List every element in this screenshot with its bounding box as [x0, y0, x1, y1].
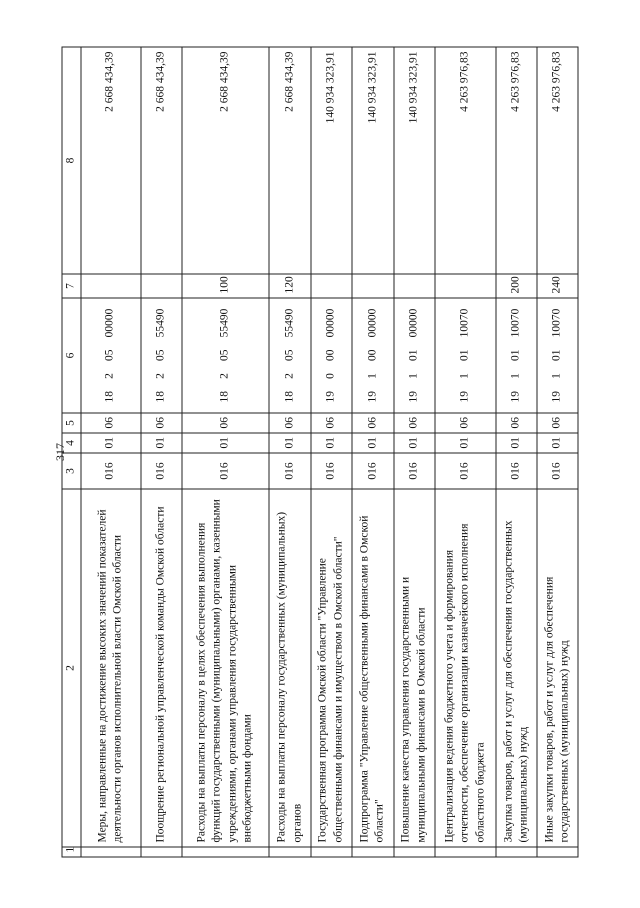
target-article-part: 05: [283, 348, 296, 361]
target-article-cell: [352, 298, 394, 413]
row-name-cell: Государственная программа Омской области "Управление общественными финансами и имуществом в Омской области": [311, 489, 352, 847]
section-code-cell: 01: [269, 433, 311, 453]
target-article-part: 0: [324, 372, 337, 379]
row-name-cell: Повышение качества управления государственными и муниципальными финансами в Омской области: [394, 489, 435, 847]
table-row: [435, 47, 496, 857]
ved-code-cell: 016: [537, 453, 578, 489]
ved-code-cell: 016: [141, 453, 182, 489]
amount-cell: 2 668 434,39: [141, 47, 182, 274]
subsection-code-cell: 06: [352, 413, 394, 433]
row-name-cell: Централизация ведения бюджетного учета и формирования отчетности, обеспечение организации казначейского исполнения областного бюджета: [435, 489, 496, 847]
subsection-code-cell: 06: [537, 413, 578, 433]
amount-cell: 2 668 434,39: [81, 47, 141, 274]
col-header-8: 8: [62, 47, 81, 274]
target-article-part: 05: [154, 348, 167, 361]
table-row: [311, 47, 352, 857]
target-article-part: 2: [283, 372, 296, 379]
subsection-code-cell: 06: [182, 413, 269, 433]
ved-code-cell: 016: [394, 453, 435, 489]
target-article-part: 18: [154, 390, 167, 402]
rotated-page: [62, 47, 579, 857]
target-article-part: 00000: [324, 308, 337, 337]
target-article-part: 1: [366, 372, 379, 379]
subsection-code-cell: 06: [81, 413, 141, 433]
expense-type-cell: [394, 274, 435, 298]
target-article-cell: [269, 298, 311, 413]
section-code-cell: 01: [435, 433, 496, 453]
section-code-cell: 01: [182, 433, 269, 453]
ved-code-cell: 016: [269, 453, 311, 489]
row-index-cell: [496, 847, 537, 857]
section-code-cell: 01: [496, 433, 537, 453]
target-article-part: 55490: [218, 308, 231, 337]
target-article-code: [218, 302, 234, 408]
col-header-6: 6: [62, 298, 81, 413]
target-article-code: [324, 302, 340, 408]
ved-code-cell: 016: [81, 453, 141, 489]
ved-code-cell: 016: [311, 453, 352, 489]
target-article-part: 10070: [458, 308, 471, 337]
budget-table: [62, 46, 579, 857]
target-article-code: [509, 302, 525, 408]
section-code-cell: 01: [141, 433, 182, 453]
row-index-cell: [141, 847, 182, 857]
expense-type-cell: [352, 274, 394, 298]
target-article-cell: [81, 298, 141, 413]
target-article-part: 1: [407, 372, 420, 379]
table-row: [269, 47, 311, 857]
target-article-part: 05: [218, 348, 231, 361]
target-article-cell: [182, 298, 269, 413]
expense-type-cell: [435, 274, 496, 298]
row-index-cell: [537, 847, 578, 857]
expense-type-cell: 200: [496, 274, 537, 298]
table-row: [496, 47, 537, 857]
target-article-cell: [496, 298, 537, 413]
target-article-part: 1: [509, 372, 522, 379]
table-row: [394, 47, 435, 857]
target-article-cell: [311, 298, 352, 413]
target-article-part: 2: [218, 372, 231, 379]
target-article-part: 18: [218, 390, 231, 402]
target-article-code: [103, 302, 119, 408]
target-article-code: [407, 302, 423, 408]
amount-cell: 140 934 323,91: [311, 47, 352, 274]
expense-type-cell: [311, 274, 352, 298]
target-article-part: 2: [154, 372, 167, 379]
row-index-cell: [311, 847, 352, 857]
amount-cell: 4 263 976,83: [435, 47, 496, 274]
ved-code-cell: 016: [182, 453, 269, 489]
subsection-code-cell: 06: [141, 413, 182, 433]
section-code-cell: 01: [311, 433, 352, 453]
row-index-cell: [269, 847, 311, 857]
target-article-cell: [141, 298, 182, 413]
target-article-part: 19: [407, 390, 420, 402]
expense-type-cell: [141, 274, 182, 298]
target-article-code: [458, 302, 474, 408]
amount-cell: 2 668 434,39: [269, 47, 311, 274]
target-article-code: [365, 302, 381, 408]
table-body: [81, 47, 579, 857]
expense-type-cell: 120: [269, 274, 311, 298]
col-header-1: 1: [62, 847, 81, 857]
target-article-part: 01: [407, 348, 420, 361]
amount-cell: 140 934 323,91: [352, 47, 394, 274]
subsection-code-cell: 06: [435, 413, 496, 433]
ved-code-cell: 016: [435, 453, 496, 489]
section-code-cell: 01: [81, 433, 141, 453]
table-row: [182, 47, 269, 857]
target-article-part: 01: [458, 348, 471, 361]
target-article-part: 19: [366, 390, 379, 402]
row-name-cell: Расходы на выплаты персоналу в целях обеспечения выполнения функций государственными (муниципальными) органами, казенными учреждениями, органами управления государственными внебюджетными фондами: [182, 489, 269, 847]
table-row: [141, 47, 182, 857]
target-article-part: 00: [366, 348, 379, 361]
table-row: [537, 47, 578, 857]
expense-type-cell: 240: [537, 274, 578, 298]
target-article-part: 18: [103, 390, 116, 402]
row-index-cell: [182, 847, 269, 857]
target-article-part: 00: [324, 348, 337, 361]
target-article-part: 00000: [366, 308, 379, 337]
target-article-part: 00000: [407, 308, 420, 337]
section-code-cell: 01: [352, 433, 394, 453]
row-name-cell: Подпрограмма "Управление общественными финансами в Омской области": [352, 489, 394, 847]
col-header-5: 5: [62, 413, 81, 433]
target-article-part: 19: [458, 390, 471, 402]
target-article-part: 19: [509, 390, 522, 402]
subsection-code-cell: 06: [311, 413, 352, 433]
row-name-cell: Иные закупки товаров, работ и услуг для обеспечения государственных (муниципальных) нужд: [537, 489, 578, 847]
table-row: [81, 47, 141, 857]
target-article-code: [153, 302, 169, 408]
subsection-code-cell: 06: [496, 413, 537, 433]
row-index-cell: [394, 847, 435, 857]
section-code-cell: 01: [394, 433, 435, 453]
amount-cell: 4 263 976,83: [537, 47, 578, 274]
subsection-code-cell: 06: [269, 413, 311, 433]
expense-type-cell: 100: [182, 274, 269, 298]
row-index-cell: [435, 847, 496, 857]
page-number: 317: [53, 443, 67, 461]
target-article-part: 01: [509, 348, 522, 361]
amount-cell: 140 934 323,91: [394, 47, 435, 274]
header-row: [62, 47, 81, 857]
target-article-cell: [537, 298, 578, 413]
col-header-7: 7: [62, 274, 81, 298]
target-article-code: [282, 302, 298, 408]
subsection-code-cell: 06: [394, 413, 435, 433]
target-article-part: 00000: [103, 308, 116, 337]
target-article-part: 1: [550, 372, 563, 379]
amount-cell: 4 263 976,83: [496, 47, 537, 274]
target-article-code: [550, 302, 566, 408]
amount-cell: 2 668 434,39: [182, 47, 269, 274]
target-article-part: 2: [103, 372, 116, 379]
target-article-part: 19: [550, 390, 563, 402]
row-name-cell: Расходы на выплаты персоналу государственных (муниципальных) органов: [269, 489, 311, 847]
target-article-part: 10070: [509, 308, 522, 337]
row-index-cell: [352, 847, 394, 857]
col-header-2: 2: [62, 489, 81, 847]
table-row: [352, 47, 394, 857]
target-article-part: 55490: [283, 308, 296, 337]
target-article-part: 18: [283, 390, 296, 402]
col-header-4: 4: [62, 433, 81, 453]
target-article-part: 19: [324, 390, 337, 402]
target-article-part: 10070: [550, 308, 563, 337]
ved-code-cell: 016: [496, 453, 537, 489]
row-index-cell: [81, 847, 141, 857]
target-article-part: 01: [550, 348, 563, 361]
row-name-cell: Поощрение региональной управленческой команды Омской области: [141, 489, 182, 847]
target-article-part: 05: [103, 348, 116, 361]
target-article-part: 55490: [154, 308, 167, 337]
target-article-part: 1: [458, 372, 471, 379]
section-code-cell: 01: [537, 433, 578, 453]
ved-code-cell: 016: [352, 453, 394, 489]
col-header-3: 3: [62, 453, 81, 489]
row-name-cell: Закупка товаров, работ и услуг для обеспечения государственных (муниципальных) нужд: [496, 489, 537, 847]
row-name-cell: Меры, направленные на достижение высоких значений показателей деятельности органов исполнительной власти Омской области: [81, 489, 141, 847]
target-article-cell: [394, 298, 435, 413]
expense-type-cell: [81, 274, 141, 298]
target-article-cell: [435, 298, 496, 413]
